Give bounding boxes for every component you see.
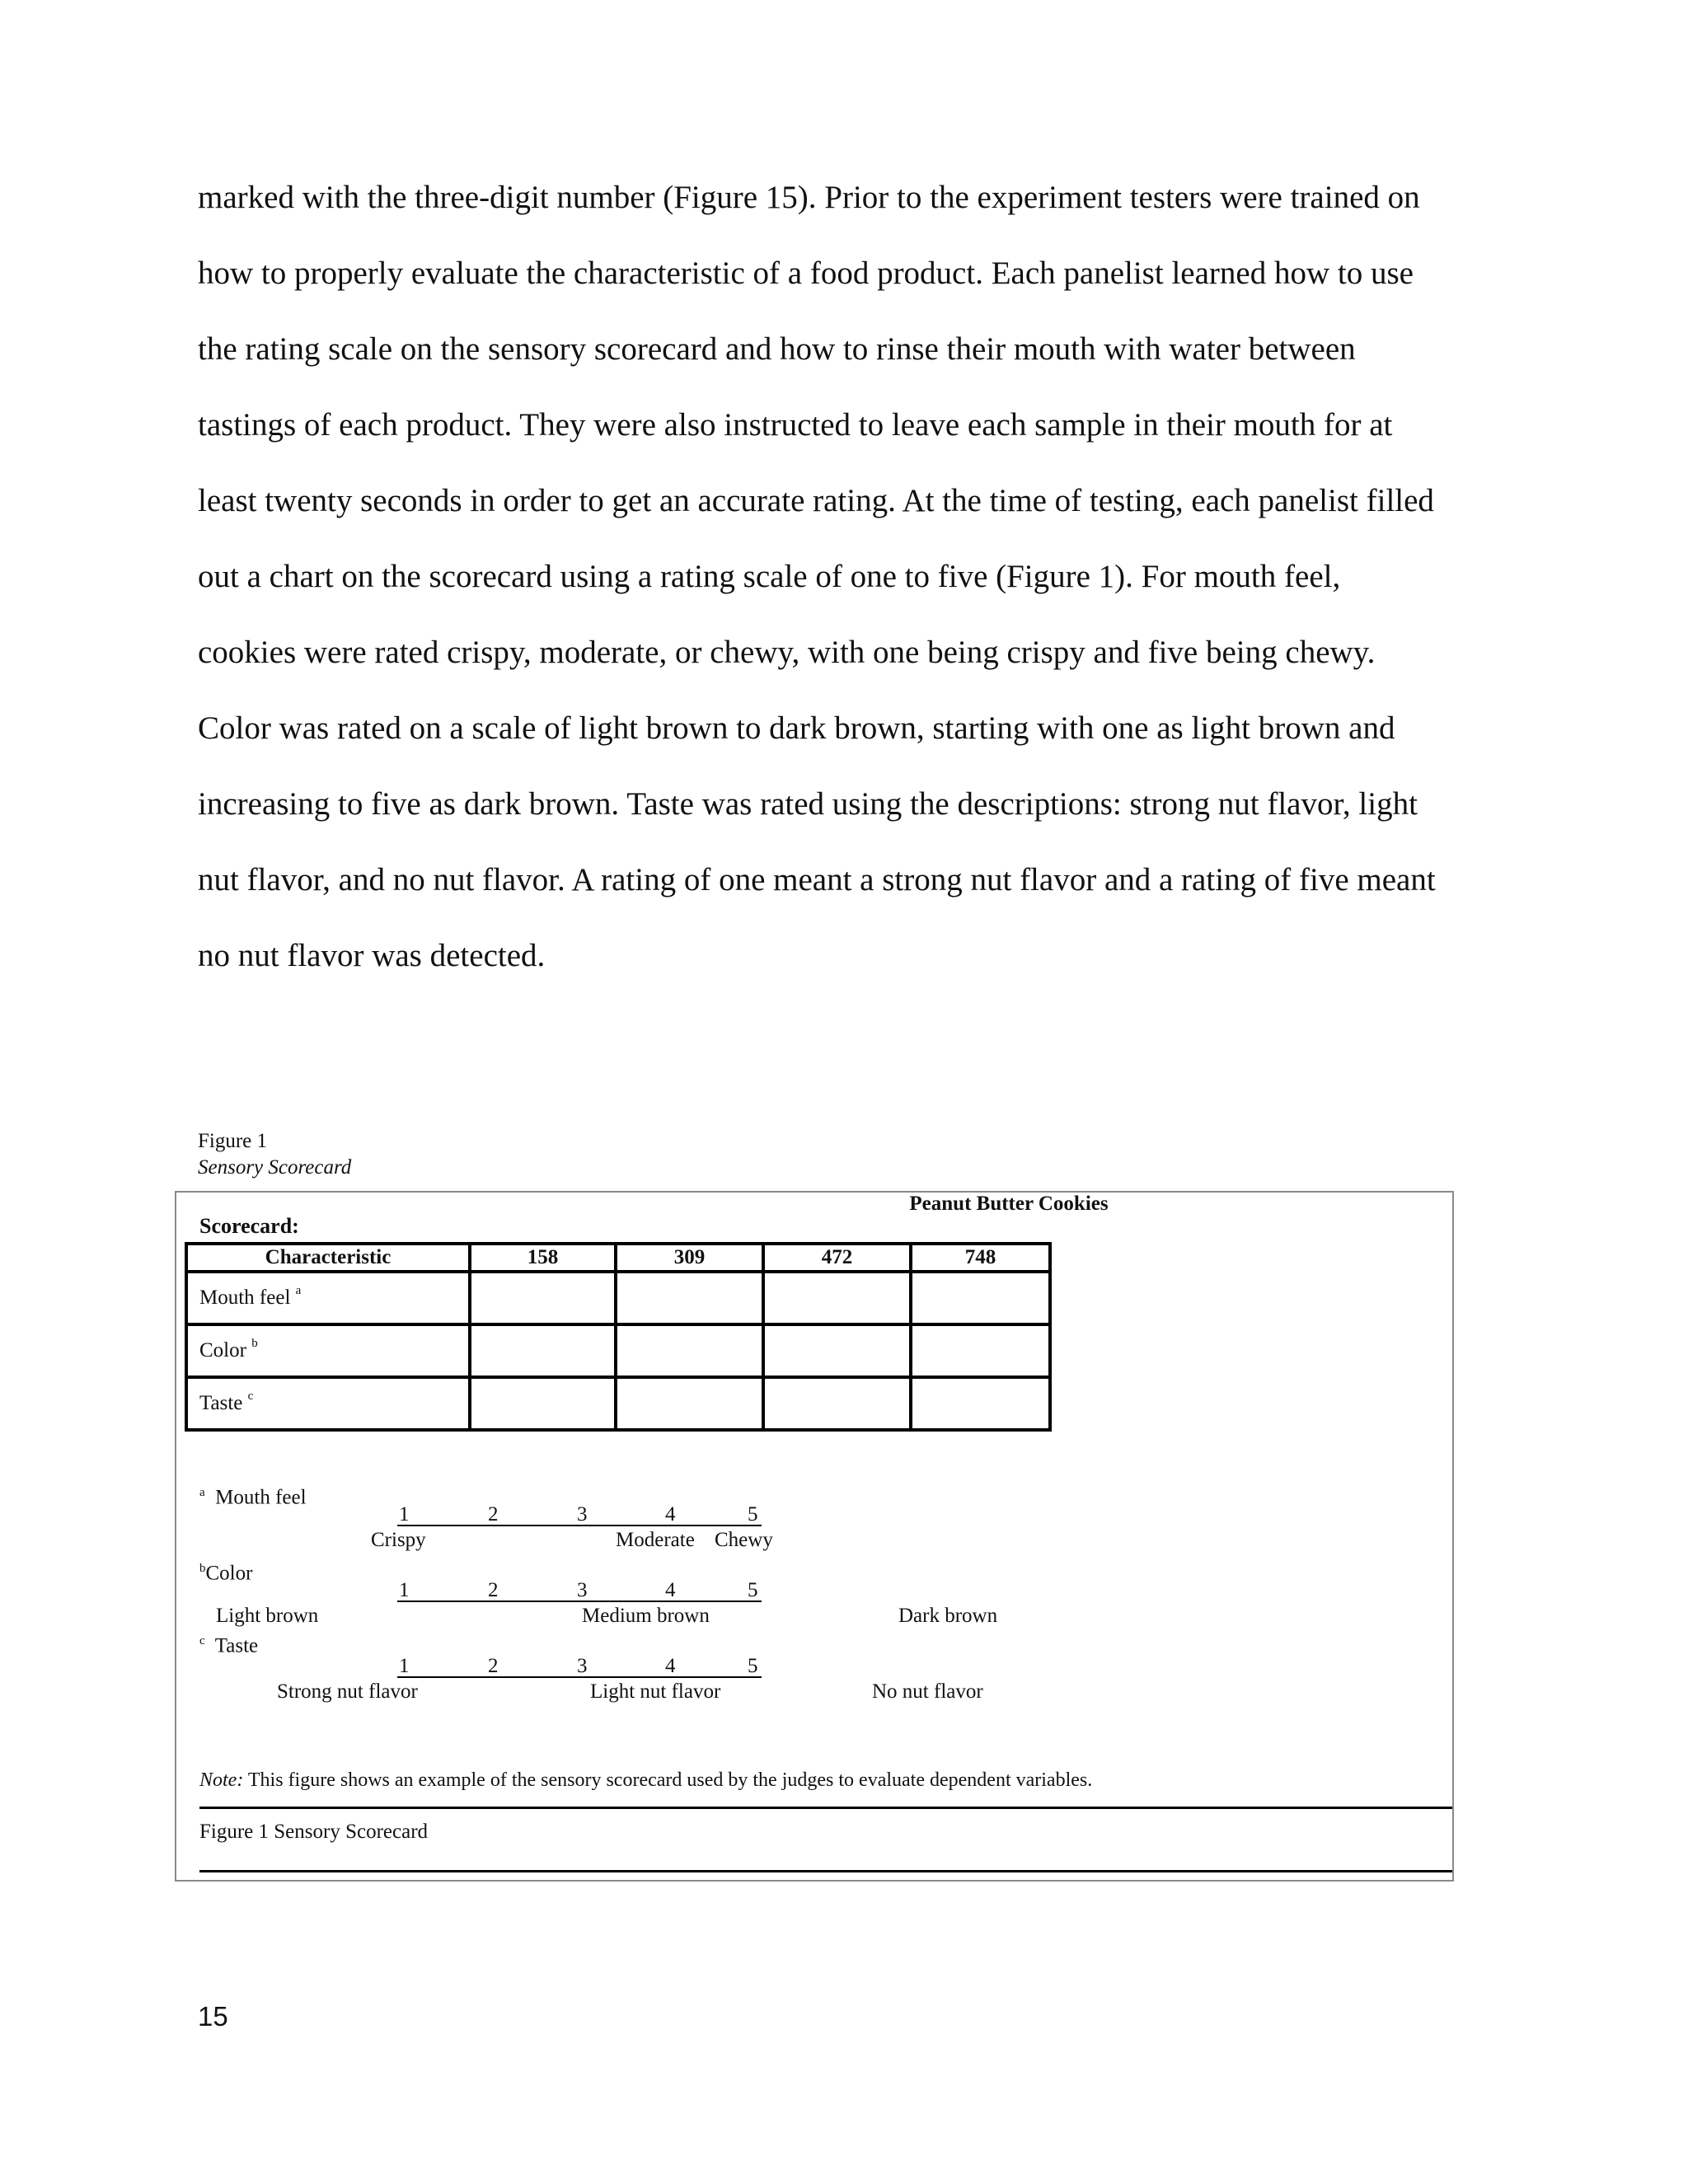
- rating-cell[interactable]: [911, 1324, 1050, 1377]
- scale-number: 2: [488, 1579, 499, 1601]
- rating-cell[interactable]: [763, 1272, 911, 1324]
- divider: [199, 1870, 1452, 1872]
- color-scale: [397, 1579, 762, 1604]
- rating-cell[interactable]: [763, 1324, 911, 1377]
- figure-label: Figure 1: [198, 1130, 268, 1152]
- figure-caption: Figure 1 Sensory Scorecard: [199, 1821, 429, 1843]
- rating-cell[interactable]: [616, 1272, 763, 1324]
- scale-title-mouth-feel: $^a$ Mouth feel: [199, 1486, 307, 1509]
- scale-number: 1: [399, 1503, 410, 1526]
- figure-note: Note: This figure shows an example of the sensory scorecard used by the judges to evaluate dependent variables.: [199, 1769, 1093, 1791]
- figure-title: Sensory Scorecard: [198, 1156, 352, 1179]
- rating-cell[interactable]: [911, 1377, 1050, 1430]
- paragraph-line: tastings of each product. They were also instructed to leave each sample in their mouth for at: [198, 407, 1393, 443]
- paragraph-line: cookies were rated crispy, moderate, or chewy, with one being crispy and five being chewy.: [198, 635, 1376, 670]
- rating-cell[interactable]: [763, 1377, 911, 1430]
- scale-anchor: Dark brown: [898, 1605, 998, 1627]
- scale-anchor: Crispy: [371, 1529, 426, 1551]
- scale-number: 1: [399, 1579, 410, 1601]
- row-label: Mouth feel $^a$: [186, 1272, 470, 1324]
- scorecard-heading: Peanut Butter Cookies: [909, 1193, 1109, 1215]
- column-header: 309: [616, 1244, 763, 1272]
- scale-anchor: Strong nut flavor: [277, 1680, 418, 1703]
- column-header: Characteristic: [186, 1244, 470, 1272]
- table-row: [186, 1377, 1050, 1430]
- scorecard-label: Scorecard:: [199, 1214, 299, 1238]
- rating-cell[interactable]: [470, 1377, 616, 1430]
- figure-frame: [175, 1191, 1454, 1882]
- divider: [199, 1807, 1452, 1809]
- rating-cell[interactable]: [911, 1272, 1050, 1324]
- scale-anchor: Chewy: [715, 1529, 773, 1551]
- paragraph-line: marked with the three-digit number (Figure 15). Prior to the experiment testers were trained on: [198, 180, 1420, 215]
- scale-anchor: Medium brown: [582, 1605, 710, 1627]
- scale-number: 3: [577, 1503, 588, 1526]
- column-header: 748: [911, 1244, 1050, 1272]
- scale-number: 3: [577, 1579, 588, 1601]
- scale-number: 3: [577, 1655, 588, 1677]
- paragraph-line: out a chart on the scorecard using a rating scale of one to five (Figure 1). For mouth feel,: [198, 559, 1341, 594]
- page-number: 15: [198, 2001, 228, 2032]
- scale-anchor: No nut flavor: [872, 1680, 983, 1703]
- paragraph-line: increasing to five as dark brown. Taste was rated using the descriptions: strong nut flavor, light: [198, 786, 1418, 822]
- paragraph-line: least twenty seconds in order to get an accurate rating. At the time of testing, each panelist filled: [198, 483, 1434, 518]
- scale-number: 2: [488, 1503, 499, 1526]
- table-row: [186, 1324, 1050, 1377]
- scale-number: 2: [488, 1655, 499, 1677]
- column-header: 472: [763, 1244, 911, 1272]
- table-row: [186, 1272, 1050, 1324]
- paragraph-line: Color was rated on a scale of light brown to dark brown, starting with one as light brown and: [198, 710, 1395, 746]
- scale-title-taste: $^c$ Taste: [199, 1634, 259, 1657]
- paragraph-line: the rating scale on the sensory scorecard and how to rinse their mouth with water between: [198, 331, 1356, 367]
- rating-cell[interactable]: [616, 1377, 763, 1430]
- paragraph-line: how to properly evaluate the characteristic of a food product. Each panelist learned how to use: [198, 255, 1414, 291]
- scale-number: 4: [665, 1579, 676, 1601]
- scale-anchor: Light brown: [216, 1605, 319, 1627]
- scale-number: 4: [665, 1655, 676, 1677]
- column-header: 158: [470, 1244, 616, 1272]
- paragraph-line: nut flavor, and no nut flavor. A rating of one meant a strong nut flavor and a rating of five meant: [198, 862, 1436, 898]
- scale-number: 5: [748, 1655, 758, 1677]
- mouth-feel-scale: [397, 1503, 762, 1528]
- scale-number: 4: [665, 1503, 676, 1526]
- table-header-row: [186, 1244, 1050, 1272]
- taste-scale: [397, 1655, 762, 1680]
- scorecard-table: [185, 1242, 1052, 1432]
- scale-number: 5: [748, 1579, 758, 1601]
- scale-number: 1: [399, 1655, 410, 1677]
- scale-number: 5: [748, 1503, 758, 1526]
- rating-cell[interactable]: [616, 1324, 763, 1377]
- row-label: Taste $^c$: [186, 1377, 470, 1430]
- paragraph-line: no nut flavor was detected.: [198, 938, 546, 973]
- row-label: Color $^b$: [186, 1324, 470, 1377]
- scale-anchor: Moderate: [616, 1529, 695, 1551]
- scale-anchor: Light nut flavor: [590, 1680, 721, 1703]
- rating-cell[interactable]: [470, 1272, 616, 1324]
- scale-title-color: $^b$Color: [199, 1562, 253, 1585]
- rating-cell[interactable]: [470, 1324, 616, 1377]
